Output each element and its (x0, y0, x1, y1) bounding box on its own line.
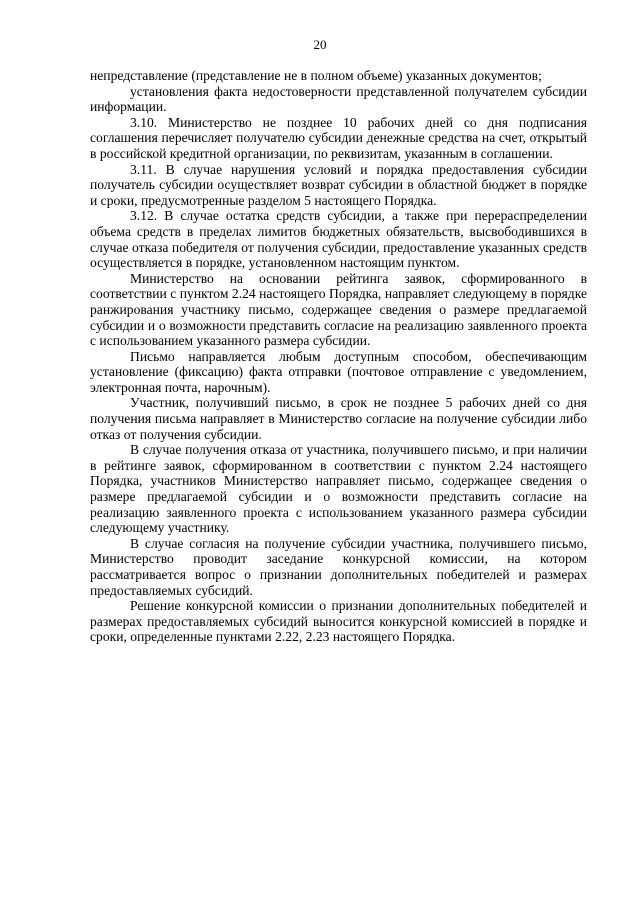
paragraph-ministry-rating: Министерство на основании рейтинга заявок, сформированного в соответствии с пунктом 2.24 настоящего Порядка, направляет следующему в порядке ранжирования участнику письмо, содержащее сведения о размере предлагаемой субсидии и о возможности представить согласие на реализацию заявленного проекта с использованием указанного размера субсидии. (90, 270, 587, 349)
paragraph-3-10: 3.10. Министерство не позднее 10 рабочих дней со дня подписания соглашения перечисляет получателю субсидии денежные средства на счет, открытый в российской кредитной организации, по реквизитам, указанным в соглашении. (90, 114, 587, 161)
paragraph-1: непредставление (представление не в полном объеме) указанных документов; (90, 68, 542, 83)
paragraph-refusal-case: В случае получения отказа от участника, получившего письмо, и при наличии в рейтинге заявок, сформированном в соответствии с пунктом 2.24 настоящего Порядка, участников Министерство направляет письмо, содержащее сведения о размере предлагаемой субсидии и о возможности представить согласие на реализацию заявленного проекта с использованием указанного размера субсидии следующему участнику. (90, 442, 587, 536)
paragraph-consent-case: В случае согласия на получение субсидии участника, получившего письмо, Министерство проводит заседание конкурсной комиссии, на котором рассматривается вопрос о признании дополнительных победителей и размерах предоставляемых субсидий. (90, 535, 587, 598)
document-body (90, 68, 587, 645)
paragraph-2: установления факта недостоверности представленной получателем субсидии информации. (90, 83, 587, 115)
paragraph-letter-delivery: Письмо направляется любым доступным способом, обеспечивающим установление (фиксацию) факта отправки (почтовое отправление с уведомлением, электронная почта, нарочным). (90, 348, 587, 395)
paragraph-3-12: 3.12. В случае остатка средств субсидии, а также при перераспределении объема средств в пределах лимитов бюджетных обязательств, высвободившихся в случае отказа победителя от получения субсидии, предоставление указанных средств осуществляется в порядке, установленном настоящим пунктом. (90, 208, 587, 271)
page-number: 20 (313, 37, 327, 52)
paragraph-participant-response: Участник, получивший письмо, в срок не позднее 5 рабочих дней со дня получения письма направляет в Министерство согласие на получение субсидии либо отказ от получения субсидии. (90, 395, 587, 442)
paragraph-3-11: 3.11. В случае нарушения условий и порядка предоставления субсидии получатель субсидии осуществляет возврат субсидии в областной бюджет в порядке и сроки, предусмотренные разделом 5 настоящего Порядка. (90, 161, 587, 208)
paragraph-commission-decision: Решение конкурсной комиссии о признании дополнительных победителей и размерах предоставляемых субсидий выносится конкурсной комиссией в порядке и сроки, определенные пунктами 2.22, 2.23 настоящего Порядка. (90, 598, 587, 645)
